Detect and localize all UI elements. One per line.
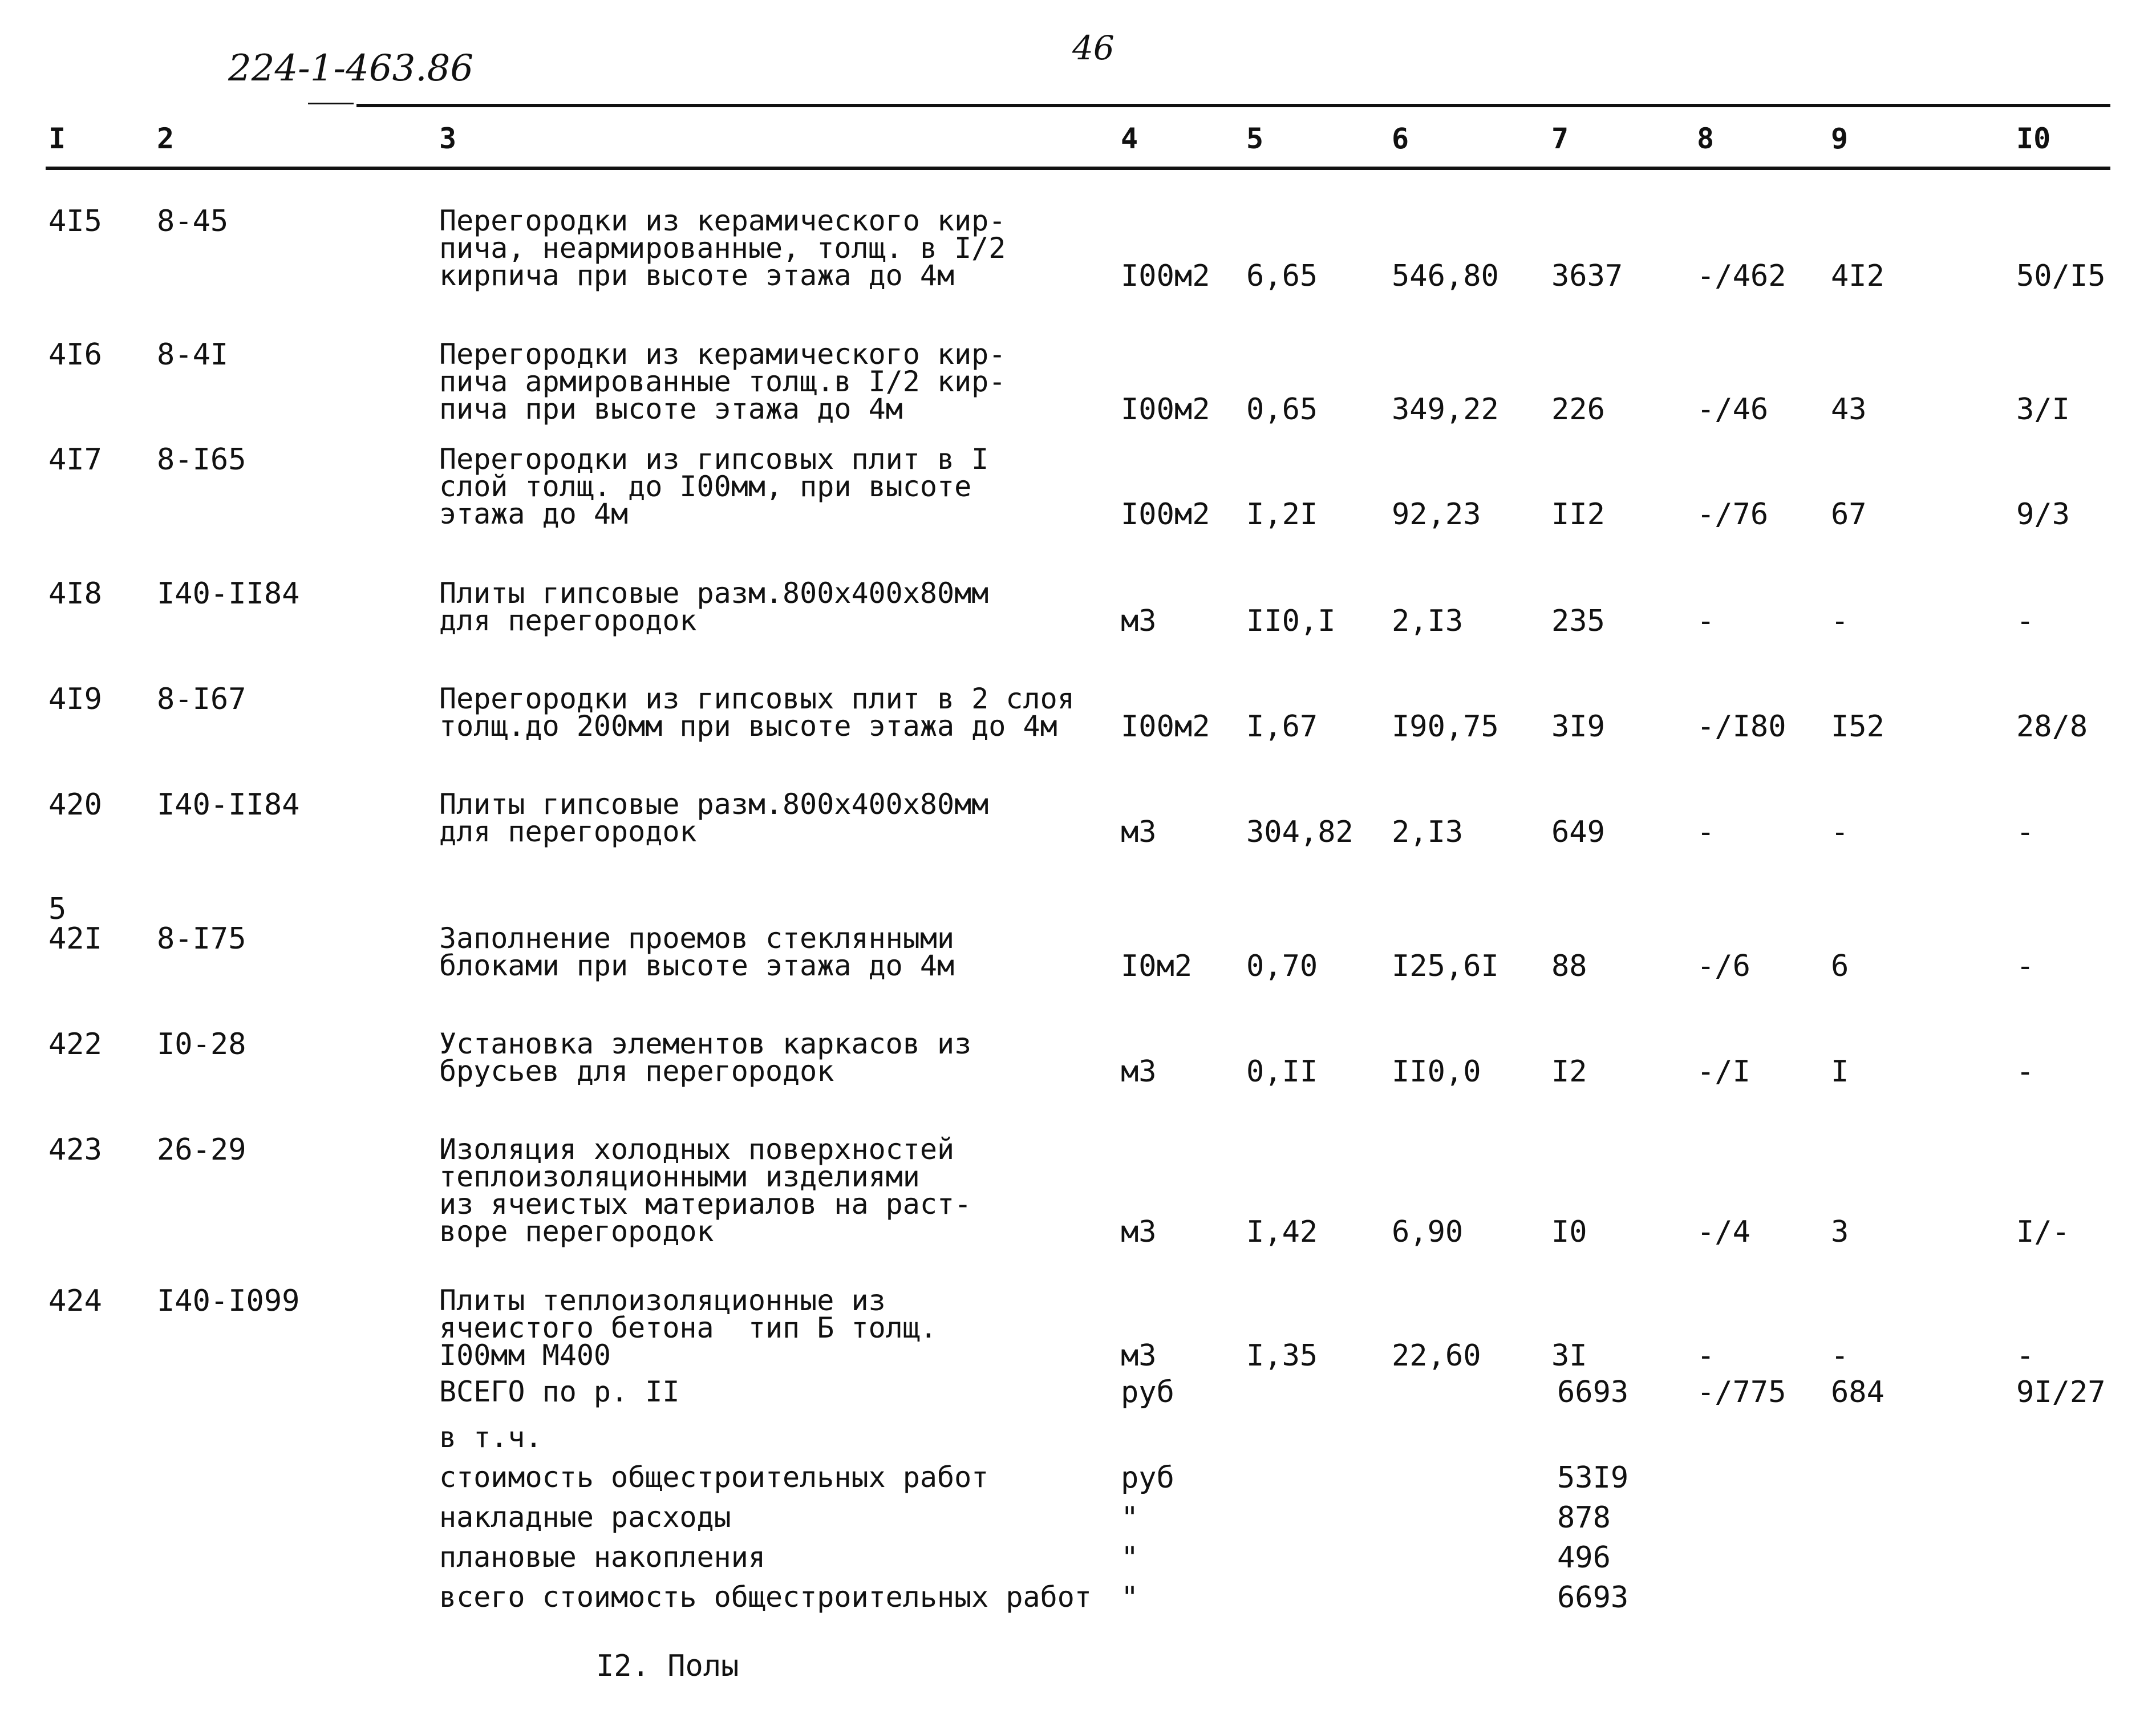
total-cost: 226 <box>1551 392 1605 427</box>
summary-label: всего стоимость общестроительных работ <box>439 1581 1092 1614</box>
top-rule-short <box>308 103 354 104</box>
summary-col-10: 9I/27 <box>2016 1375 2106 1409</box>
summary-unit: " <box>1121 1581 1139 1615</box>
summary-unit: руб <box>1121 1461 1174 1495</box>
work-description-line: Установка элементов каркасов из <box>439 1027 972 1060</box>
col-9-value: 6 <box>1831 949 1849 983</box>
column-header-1: I <box>48 122 66 155</box>
quantity: I,35 <box>1246 1339 1318 1373</box>
row-number: 42I <box>48 922 102 956</box>
row-number: 4I6 <box>48 338 102 372</box>
work-description-line: пича армированные толщ.в I/2 кир- <box>439 365 1006 398</box>
norm-code: 8-I65 <box>157 443 246 477</box>
col-9-value: - <box>1831 815 1849 849</box>
unit: I00м2 <box>1121 710 1210 744</box>
summary-label: плановые накопления <box>439 1541 765 1574</box>
unit: м3 <box>1121 604 1157 638</box>
unit-price: II0,0 <box>1392 1055 1481 1089</box>
work-description-line: воре перегородок <box>439 1215 714 1248</box>
col-8-value: -/76 <box>1697 497 1769 532</box>
unit: м3 <box>1121 815 1157 849</box>
column-header-10: I0 <box>2016 122 2051 155</box>
work-description-line: этажа до 4м <box>439 497 629 530</box>
document-code: 224-1-463.86 <box>228 47 474 90</box>
summary-total: 878 <box>1557 1501 1611 1535</box>
summary-unit: " <box>1121 1501 1139 1535</box>
col-8-value: - <box>1697 815 1715 849</box>
total-cost: I0 <box>1551 1215 1587 1249</box>
col-10-value: 3/I <box>2016 392 2070 427</box>
top-rule <box>356 104 2110 107</box>
work-description-line: ячеистого бетона тип Б толщ. <box>439 1311 937 1344</box>
norm-code: 8-I75 <box>157 922 246 956</box>
total-cost: 88 <box>1551 949 1587 983</box>
unit-price: 6,90 <box>1392 1215 1464 1249</box>
total-cost: 235 <box>1551 604 1605 638</box>
quantity: II0,I <box>1246 604 1336 638</box>
quantity: 0,II <box>1246 1055 1318 1089</box>
column-header-6: 6 <box>1392 122 1409 155</box>
norm-code: I40-II84 <box>157 788 300 822</box>
col-9-value: 3 <box>1831 1215 1849 1249</box>
unit-price: 546,80 <box>1392 259 1499 293</box>
quantity: I,42 <box>1246 1215 1318 1249</box>
work-description-line: из ячеистых материалов на раст- <box>439 1188 972 1221</box>
unit: I00м2 <box>1121 392 1210 427</box>
column-header-5: 5 <box>1246 122 1264 155</box>
col-9-value: 43 <box>1831 392 1867 427</box>
work-description-line: Перегородки из керамического кир- <box>439 338 1006 371</box>
summary-label: ВСЕГО по р. II <box>439 1375 680 1408</box>
col-10-value: 28/8 <box>2016 710 2088 744</box>
work-description-line: Перегородки из гипсовых плит в 2 слоя <box>439 682 1075 715</box>
work-description-line: теплоизоляционными изделиями <box>439 1160 920 1193</box>
header-bottom-rule <box>46 167 2110 170</box>
unit: I00м2 <box>1121 497 1210 532</box>
norm-code: 26-29 <box>157 1133 246 1167</box>
summary-label: стоимость общестроительных работ <box>439 1461 989 1494</box>
summary-total: 496 <box>1557 1541 1611 1575</box>
work-description-line: брусьев для перегородок <box>439 1055 834 1088</box>
col-8-value: -/6 <box>1697 949 1750 983</box>
col-9-value: 67 <box>1831 497 1867 532</box>
work-description-line: Изоляция холодных поверхностей <box>439 1133 955 1166</box>
quantity: 6,65 <box>1246 259 1318 293</box>
work-description-line: кирпича при высоте этажа до 4м <box>439 259 955 292</box>
col-9-value: I <box>1831 1055 1849 1089</box>
next-section-title: I2. Полы <box>596 1649 739 1683</box>
summary-col-8: -/775 <box>1697 1375 1786 1409</box>
work-description-line: Плиты теплоизоляционные из <box>439 1284 886 1317</box>
summary-unit: " <box>1121 1541 1139 1575</box>
summary-total: 6693 <box>1557 1375 1629 1409</box>
unit: I00м2 <box>1121 259 1210 293</box>
norm-code: 8-4I <box>157 338 229 372</box>
col-8-value: -/4 <box>1697 1215 1750 1249</box>
work-description-line: Плиты гипсовые разм.800х400х80мм <box>439 577 989 610</box>
col-8-value: - <box>1697 604 1715 638</box>
col-8-value: - <box>1697 1339 1715 1373</box>
work-description-line: толщ.до 200мм при высоте этажа до 4м <box>439 710 1057 743</box>
total-cost: 3I <box>1551 1339 1587 1373</box>
unit-price: 22,60 <box>1392 1339 1481 1373</box>
row-number: 423 <box>48 1133 102 1167</box>
unit: I0м2 <box>1121 949 1193 983</box>
unit-price: I90,75 <box>1392 710 1499 744</box>
col-8-value: -/462 <box>1697 259 1786 293</box>
summary-col-9: 684 <box>1831 1375 1885 1409</box>
column-header-4: 4 <box>1121 122 1138 155</box>
work-description-line: блоками при высоте этажа до 4м <box>439 949 955 982</box>
col-10-value: - <box>2016 1055 2035 1089</box>
total-cost: I2 <box>1551 1055 1587 1089</box>
row-number: 4I7 <box>48 443 102 477</box>
page-number: 46 <box>1072 29 1115 67</box>
work-description-line: слой толщ. до I00мм, при высоте <box>439 470 972 503</box>
unit-price: 349,22 <box>1392 392 1499 427</box>
summary-total: 53I9 <box>1557 1461 1629 1495</box>
work-description-line: Заполнение проемов стеклянными <box>439 922 955 955</box>
summary-unit: руб <box>1121 1375 1174 1409</box>
work-description-line: для перегородок <box>439 815 697 848</box>
norm-code: I40-I099 <box>157 1284 300 1318</box>
total-cost: 3I9 <box>1551 710 1605 744</box>
norm-code: 8-45 <box>157 204 229 238</box>
quantity: I,2I <box>1246 497 1318 532</box>
column-header-2: 2 <box>157 122 175 155</box>
col-10-value: 9/3 <box>2016 497 2070 532</box>
col-10-value: 50/I5 <box>2016 259 2106 293</box>
work-description-line: пича при высоте этажа до 4м <box>439 392 903 426</box>
col-8-value: -/I80 <box>1697 710 1786 744</box>
summary-total: 6693 <box>1557 1581 1629 1615</box>
work-description-line: для перегородок <box>439 604 697 637</box>
col-10-value: - <box>2016 604 2035 638</box>
row-number: 422 <box>48 1027 102 1061</box>
work-description-line: I00мм М400 <box>439 1339 611 1372</box>
norm-code: I0-28 <box>157 1027 246 1061</box>
work-description-line: пича, неармированные, толщ. в I/2 <box>439 232 1006 265</box>
unit: м3 <box>1121 1055 1157 1089</box>
quantity: 0,65 <box>1246 392 1318 427</box>
col-9-value: 4I2 <box>1831 259 1885 293</box>
norm-code: 8-I67 <box>157 682 246 716</box>
col-9-value: - <box>1831 1339 1849 1373</box>
summary-label: накладные расходы <box>439 1501 731 1534</box>
total-cost: 649 <box>1551 815 1605 849</box>
row-number: 4I5 <box>48 204 102 238</box>
col-8-value: -/46 <box>1697 392 1769 427</box>
col-10-value: - <box>2016 1339 2035 1373</box>
quantity: 0,70 <box>1246 949 1318 983</box>
col-9-value: I52 <box>1831 710 1885 744</box>
column-header-3: 3 <box>439 122 457 155</box>
row-number: 424 <box>48 1284 102 1318</box>
column-header-7: 7 <box>1551 122 1569 155</box>
quantity: 304,82 <box>1246 815 1353 849</box>
column-header-8: 8 <box>1697 122 1715 155</box>
unit: м3 <box>1121 1339 1157 1373</box>
row-number: 4I9 <box>48 682 102 716</box>
col-10-value: - <box>2016 815 2035 849</box>
work-description-line: Перегородки из керамического кир- <box>439 204 1006 237</box>
norm-code: I40-II84 <box>157 577 300 611</box>
total-cost: 3637 <box>1551 259 1623 293</box>
col-8-value: -/I <box>1697 1055 1750 1089</box>
unit-price: I25,6I <box>1392 949 1499 983</box>
col-10-value: - <box>2016 949 2035 983</box>
total-cost: II2 <box>1551 497 1605 532</box>
col-9-value: - <box>1831 604 1849 638</box>
work-description-line: Плиты гипсовые разм.800х400х80мм <box>439 788 989 821</box>
unit-price: 92,23 <box>1392 497 1481 532</box>
unit: м3 <box>1121 1215 1157 1249</box>
col-10-value: I/- <box>2016 1215 2070 1249</box>
column-header-9: 9 <box>1831 122 1849 155</box>
row-number: 4I8 <box>48 577 102 611</box>
work-description-line: Перегородки из гипсовых плит в I <box>439 443 989 476</box>
unit-price: 2,I3 <box>1392 815 1464 849</box>
unit-price: 2,I3 <box>1392 604 1464 638</box>
summary-label: в т.ч. <box>439 1421 542 1454</box>
quantity: I,67 <box>1246 710 1318 744</box>
row-number: 420 <box>48 788 102 822</box>
row-marker: 5 <box>48 892 67 926</box>
